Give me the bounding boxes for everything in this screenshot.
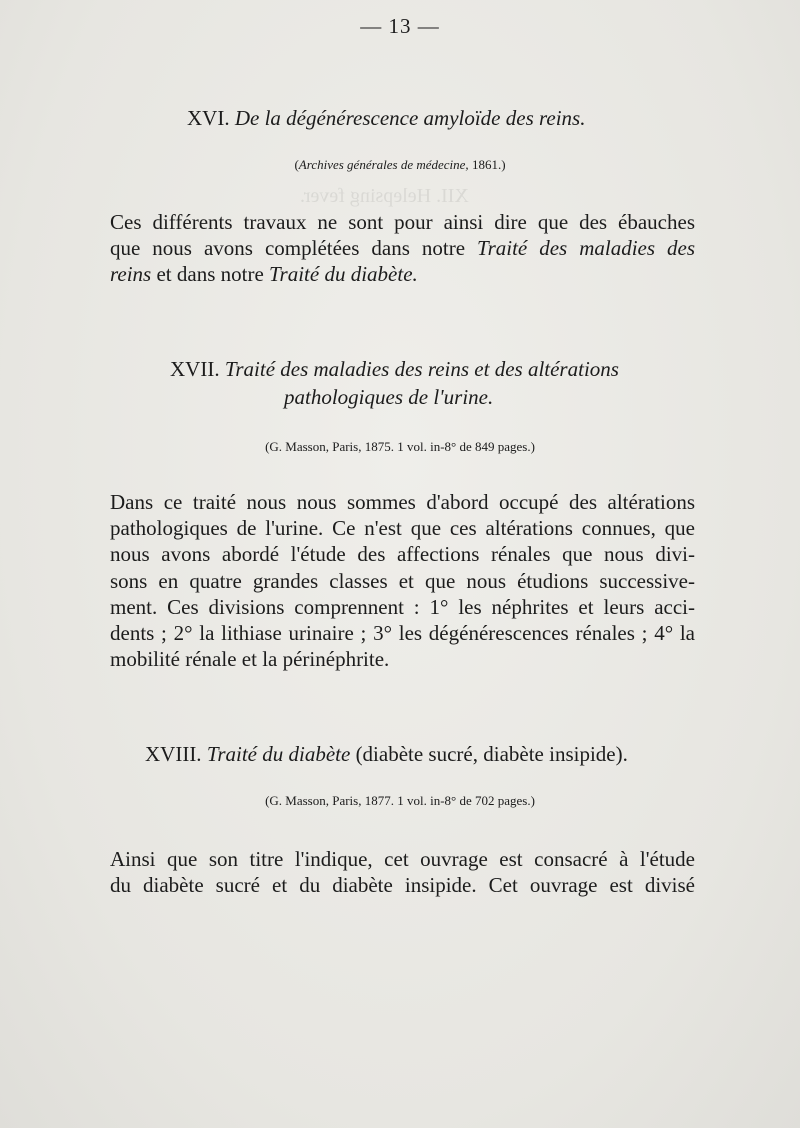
paragraph-line: nous avons abordé l'étude des affections rénales que nous divi-: [110, 542, 695, 567]
section-xvii-title-line1: Traité des maladies des reins et des altérations: [224, 357, 619, 381]
paragraph-line: du diabète sucré et du diabète insipide. Cet ouvrage est divisé: [110, 873, 695, 898]
section-xvi-paragraph: [110, 209, 695, 288]
section-xviii-title-rest: (diabète sucré, diabète insipide).: [355, 742, 628, 766]
paragraph-line: mobilité rénale et la périnéphrite.: [110, 647, 390, 672]
source-journal: Archives générales de médecine,: [298, 157, 469, 172]
paragraph-line: Ainsi que son titre l'indique, cet ouvrage est consacré à l'étude: [110, 847, 695, 871]
paragraph-line: dents ; 2° la lithiase urinaire ; 3° les dégénérescences rénales ; 4° la: [110, 621, 695, 646]
bleed-through-decoration: XII. Helepsing fever.: [300, 185, 469, 207]
section-xvi-numeral: XVI.: [187, 106, 230, 130]
section-xviii-numeral: XVIII.: [145, 742, 202, 766]
paragraph-line: Dans ce traité nous nous sommes d'abord occupé des altérations: [110, 490, 695, 514]
paragraph-line: ment. Ces divisions comprennent : 1° les néphrites et leurs acci-: [110, 594, 695, 619]
section-xvii-numeral: XVII.: [170, 357, 220, 381]
section-xvi-heading: [187, 106, 585, 131]
section-xviii-title-italic: Traité du diabète: [206, 742, 351, 766]
paragraph-line: que nous avons complétées dans notre Traité des maladies des: [110, 236, 696, 261]
source-year: 1861.): [471, 157, 506, 172]
page-number: — 13 —: [360, 14, 440, 38]
section-xviii-source: (G. Masson, Paris, 1877. 1 vol. in-8° de 702 pages.): [265, 793, 535, 808]
section-xvii-heading: [170, 357, 619, 382]
section-xvi-title: De la dégénérescence amyloïde des reins.: [234, 106, 586, 130]
section-xvii-title-line2: pathologiques de l'urine.: [284, 385, 494, 409]
section-xvii-source: (G. Masson, Paris, 1875. 1 vol. in-8° de 849 pages.): [265, 439, 535, 454]
section-xvii-paragraph: [110, 489, 695, 672]
section-xvi-source: [0, 157, 800, 173]
paragraph-line: reins et dans notre Traité du diabète.: [110, 262, 418, 287]
source-open-paren: (: [294, 157, 299, 172]
section-xviii-heading: [145, 742, 628, 767]
paragraph-line: sons en quatre grandes classes et que nous étudions successive-: [110, 568, 695, 593]
section-xviii-paragraph: [110, 846, 695, 898]
paragraph-line: Ces différents travaux ne sont pour ainsi dire que des ébauches: [110, 210, 695, 234]
paragraph-line: pathologiques de l'urine. Ce n'est que ces altérations connues, que: [110, 516, 695, 541]
